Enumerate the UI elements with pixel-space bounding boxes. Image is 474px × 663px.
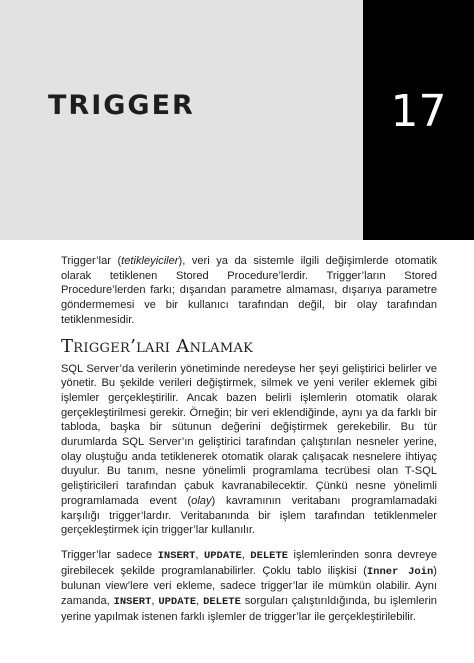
intro-paragraph	[61, 254, 437, 328]
paragraph-text: ) bulunan view’lere veri ekleme, sadece trigger’lar ile mümkün olabilir. Aynı zamanda,	[61, 564, 437, 608]
code-keyword: UPDATE	[158, 596, 197, 609]
chapter-number-box	[363, 0, 474, 240]
paragraph-text: ,	[195, 548, 204, 561]
paragraph-text: Trigger’lar sadece	[61, 548, 158, 561]
chapter-banner	[0, 0, 363, 240]
intro-italic-term: tetikleyiciler	[121, 255, 179, 267]
code-keyword: INSERT	[113, 596, 152, 609]
code-keyword: UPDATE	[203, 549, 242, 562]
section-heading	[61, 336, 437, 358]
body-paragraph-1	[61, 362, 437, 538]
page-content	[61, 254, 437, 634]
section-heading-text: Trigger’ları Anlamak	[61, 335, 254, 357]
paragraph-text: ,	[151, 595, 159, 608]
paragraph-text: ) kavramının veritabanı programlamadaki karşılığı trigger’lardır. Veritabanında bir işlem tarafından tetiklenmeler gerçekleştirmek için trigger’lar kullanılır.	[61, 494, 437, 537]
intro-text: Trigger’lar (	[61, 255, 122, 267]
chapter-number: 17	[390, 86, 447, 137]
code-keyword: Inner Join	[366, 565, 434, 578]
paragraph-text: sorguları çalıştırıldığında, bu işlemlerin yerine yapılmak istenen farklı işlemler de trigger’lar ile gerçekleştirilebilir.	[61, 595, 437, 623]
paragraph-text: ,	[196, 595, 204, 608]
paragraph-text: işlemlerinden sonra devreye girebilecek şekilde programlanabilirler. Çoklu tablo ilişkisi (	[61, 548, 437, 577]
code-keyword: DELETE	[250, 549, 289, 562]
intro-text: ), veri ya da sistemle ilgili değişimlerde otomatik olarak tetiklenen Stored Procedure’lerdir. Trigger’ların Stored Procedure’lerden farkı; dışarıdan parametre almaması, dışarıya parametre göndermemesi ve bir kullanıcı tarafından değil, bir olay tarafından tetiklenmesidir.	[61, 255, 437, 326]
italic-term: olay	[191, 494, 212, 507]
paragraph-text: ,	[241, 548, 251, 561]
code-keyword: INSERT	[157, 549, 196, 562]
chapter-title: TRIGGER	[48, 90, 195, 121]
paragraph-text: SQL Server’da verilerin yönetiminde neredeyse her şeyi geliştirici belirler ve yönetir. Bu şekilde verileri değiştirmek, silmek ve yeni veriler eklemek gibi işlemler gerçekleştirilir. Ancak bazen belirli işlemlerin otomatik olarak gerçekleştirilmesi gerekir. Örneğin; bir veri eklendiğinde, aynı ya da farklı bir tabloda, başka bir sütunun değerini değiştirmek gerekebilir. Bu tür durumlarda SQL Server’ın geliştirici tarafından çalıştırılan nesneler yerine, olay oluştuğu anda tetiklenerek otomatik olarak çalışacak nesnelere ihtiyaç duyulur. Bu tanım, nesne yönelimli programlama tecrübesi olan T-SQL geliştiricileri tarafından çabuk kavranabilecektir. Çünkü nesne yönelimli programlamada event (	[61, 362, 437, 507]
code-keyword: DELETE	[203, 596, 241, 609]
body-paragraph-2	[61, 548, 437, 625]
